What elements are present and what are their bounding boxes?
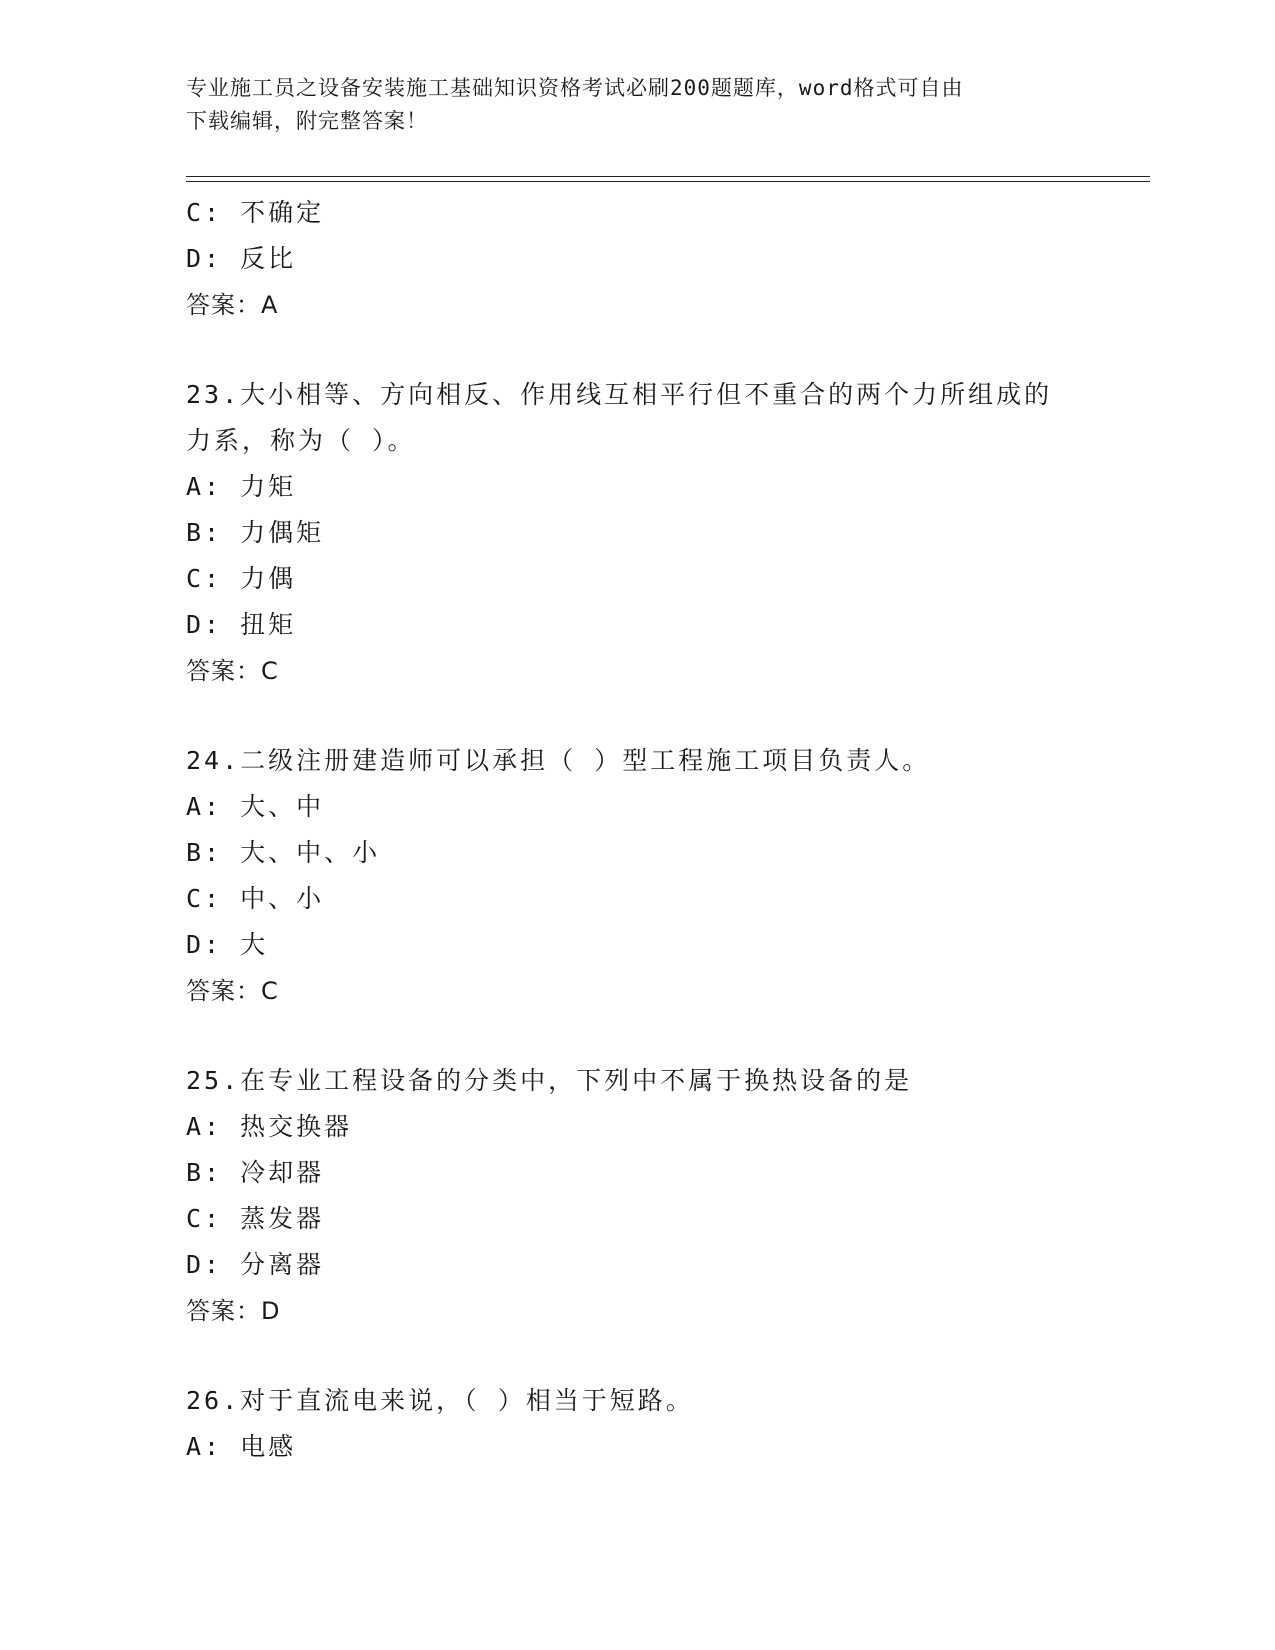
question-23: [186, 372, 1116, 694]
option-c: C: 力偶: [186, 564, 297, 593]
option-a: A: 电感: [186, 1432, 297, 1461]
header-line-1: 专业施工员之设备安装施工基础知识资格考试必刷200题题库，word格式可自由: [186, 76, 964, 100]
option-a: A: 大、中: [186, 792, 325, 821]
question-25: [186, 1058, 1116, 1334]
option-a: A: 热交换器: [186, 1112, 353, 1141]
answer-line: 答案：C: [186, 977, 279, 1005]
question-24: [186, 738, 1116, 1014]
option-b: B: 大、中、小: [186, 838, 381, 867]
question-22-tail: [186, 190, 1116, 328]
option-b: B: 力偶矩: [186, 518, 325, 547]
option-d: D: 反比: [186, 244, 297, 273]
answer-line: 答案：A: [186, 291, 279, 319]
page-header: [186, 72, 1086, 138]
question-26: [186, 1378, 1116, 1470]
option-b: B: 冷却器: [186, 1158, 325, 1187]
option-c: C: 蒸发器: [186, 1204, 325, 1233]
question-content: [186, 190, 1116, 1470]
option-d: D: 分离器: [186, 1250, 325, 1279]
answer-line: 答案：C: [186, 657, 279, 685]
question-stem-line-1: 26.对于直流电来说，（ ）相当于短路。: [186, 1386, 694, 1415]
answer-line: 答案：D: [186, 1297, 281, 1325]
option-c: C: 中、小: [186, 884, 325, 913]
question-stem-line-1: 24.二级注册建造师可以承担（ ）型工程施工项目负责人。: [186, 746, 931, 775]
question-stem-line-1: 23.大小相等、方向相反、作用线互相平行但不重合的两个力所组成的: [186, 380, 1053, 409]
question-stem-line-2: 力系，称为（ ）。: [186, 426, 416, 455]
header-rule-bottom: [186, 181, 1150, 182]
question-stem-line-1: 25.在专业工程设备的分类中，下列中不属于换热设备的是: [186, 1066, 913, 1095]
option-c: C: 不确定: [186, 198, 325, 227]
option-a: A: 力矩: [186, 472, 297, 501]
option-d: D: 扭矩: [186, 610, 297, 639]
option-d: D: 大: [186, 930, 269, 959]
header-rule-top: [186, 176, 1150, 177]
header-line-2: 下载编辑，附完整答案！: [186, 109, 428, 133]
